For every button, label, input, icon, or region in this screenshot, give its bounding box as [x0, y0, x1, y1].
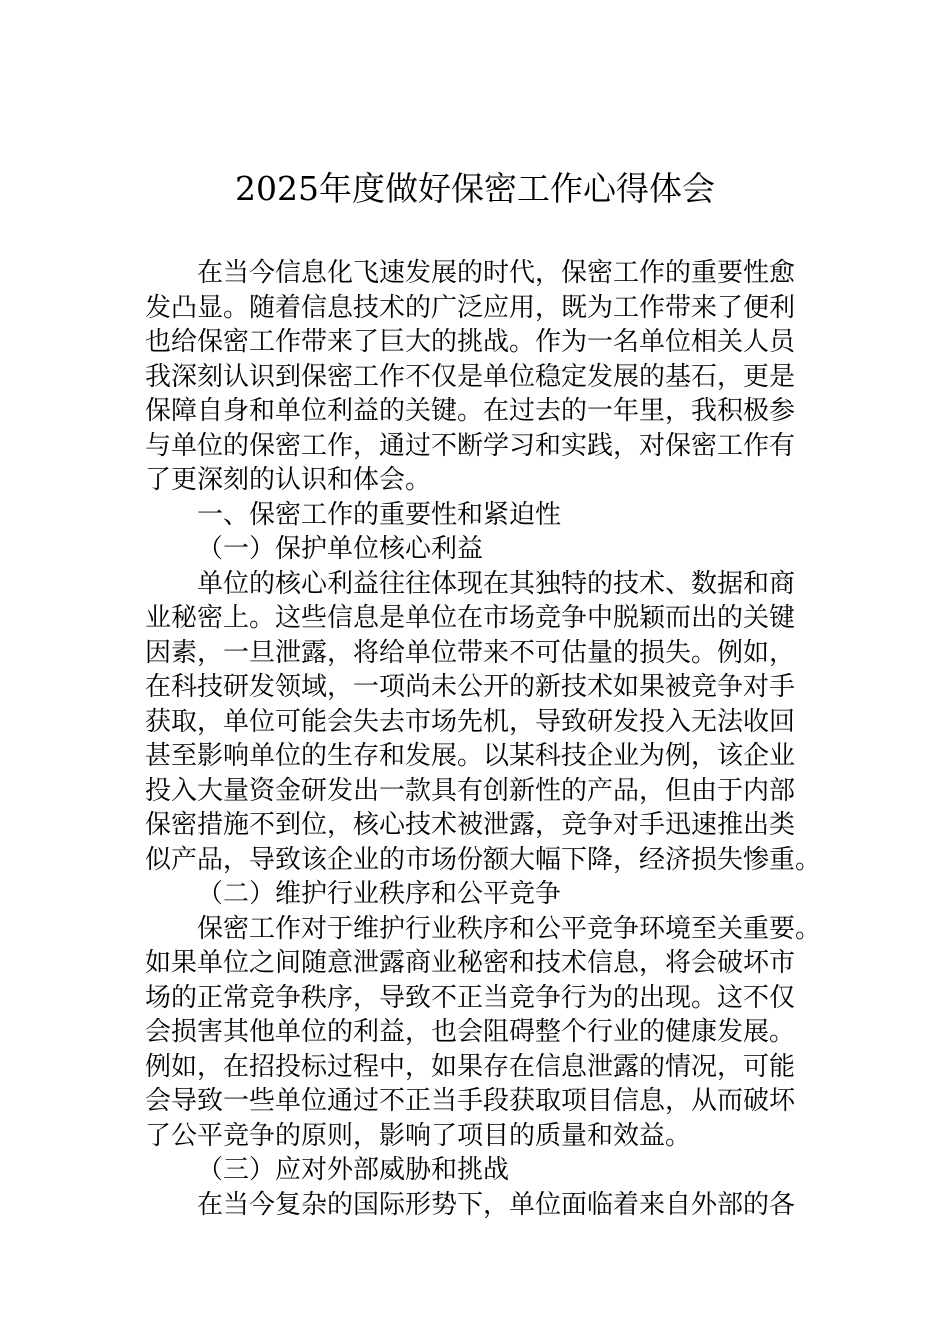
text-line: 场的正常竞争秩序，导致不正当竞争行为的出现。这不仅 — [145, 982, 796, 1013]
text-line: 保密工作对于维护行业秩序和公平竞争环境至关重要。 — [197, 913, 822, 944]
text-line: 了更深刻的认识和体会。 — [145, 465, 432, 495]
text-line: 与单位的保密工作，通过不断学习和实践，对保密工作有 — [145, 430, 796, 461]
text-line: 在科技研发领域，一项尚未公开的新技术如果被竞争对手 — [145, 672, 796, 702]
text-line: 也给保密工作带来了巨大的挑战。作为一名单位相关人员 — [145, 327, 796, 357]
text-line: 业秘密上。这些信息是单位在市场竞争中脱颖而出的关键 — [145, 603, 796, 633]
text-line: 了公平竞争的原则，影响了项目的质量和效益。 — [145, 1120, 692, 1151]
text-line: 保障自身和单位利益的关键。在过去的一年里，我积极参 — [145, 396, 796, 426]
text-line: 如果单位之间随意泄露商业秘密和技术信息，将会破坏市 — [145, 948, 796, 978]
document-body — [145, 256, 835, 1222]
text-line: 会导致一些单位通过不正当手段获取项目信息，从而破坏 — [145, 1086, 796, 1116]
text-line: 会损害其他单位的利益，也会阻碍整个行业的健康发展。 — [145, 1017, 796, 1047]
text-line: 获取，单位可能会失去市场先机，导致研发投入无法收回 — [145, 706, 796, 737]
text-line: 甚至影响单位的生存和发展。以某科技企业为例，该企业 — [145, 741, 796, 771]
text-line: （三）应对外部威胁和挑战 — [197, 1155, 510, 1185]
text-line: 保密措施不到位，核心技术被泄露，竞争对手迅速推出类 — [145, 810, 796, 840]
text-line: 因素，一旦泄露，将给单位带来不可估量的损失。例如， — [145, 637, 796, 668]
text-line: 单位的核心利益往往体现在其独特的技术、数据和商 — [197, 568, 796, 599]
text-line: 一、保密工作的重要性和紧迫性 — [197, 499, 562, 530]
text-line: 发凸显。随着信息技术的广泛应用，既为工作带来了便利 — [145, 292, 796, 323]
text-line: 在当今复杂的国际形势下，单位面临着来自外部的各 — [197, 1189, 796, 1220]
text-line: 似产品，导致该企业的市场份额大幅下降，经济损失惨重。 — [145, 844, 822, 875]
text-line: （二）维护行业秩序和公平竞争 — [197, 879, 562, 909]
text-line: 例如，在招投标过程中，如果存在信息泄露的情况，可能 — [145, 1051, 796, 1082]
text-line: 投入大量资金研发出一款具有创新性的产品，但由于内部 — [145, 775, 796, 806]
document-title: 2025年度做好保密工作心得体会 — [235, 169, 715, 208]
text-line: （一）保护单位核心利益 — [197, 534, 484, 564]
text-line: 在当今信息化飞速发展的时代，保密工作的重要性愈 — [197, 258, 796, 288]
text-line: 我深刻认识到保密工作不仅是单位稳定发展的基石，更是 — [145, 361, 796, 392]
